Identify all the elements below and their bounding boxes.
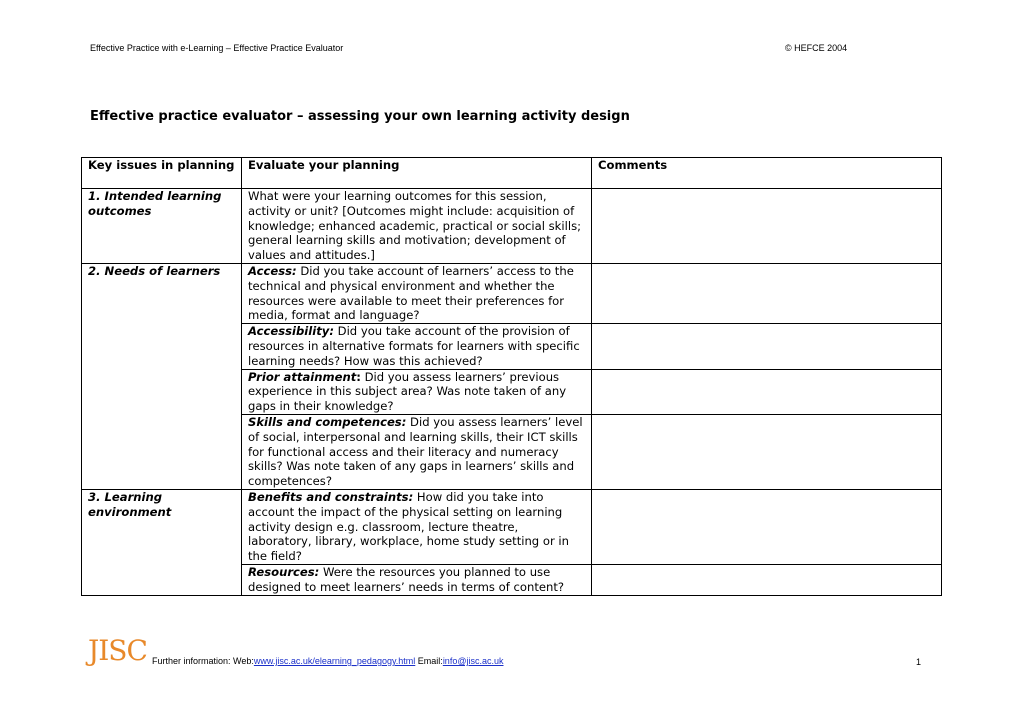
evaluate-outcomes: What were your learning outcomes for this session, activity or unit? [Outcomes might include: acquisition of knowledge; enhanced academic, practical or social skills; general learning skills and motivation; development of values and attitudes.] (242, 189, 592, 264)
page-title: Effective practice evaluator – assessing your own learning activity design (90, 109, 630, 124)
comments-cell-skills[interactable] (592, 414, 942, 489)
header-key-issues: Key issues in planning (82, 158, 242, 189)
header-evaluate: Evaluate your planning (242, 158, 592, 189)
table-row (82, 263, 942, 323)
accessibility-label: Accessibility: (248, 324, 334, 339)
page-number: 1 (916, 657, 922, 667)
footer-info (152, 656, 503, 666)
footer-info-prefix: Further information: Web: (152, 656, 254, 666)
evaluate-benefits (242, 489, 592, 564)
issue-label-outcomes: 1. Intended learning outcomes (82, 189, 242, 264)
evaluation-table (81, 157, 942, 596)
table-row (82, 189, 942, 264)
access-label: Access: (248, 263, 297, 278)
access-text: Did you take account of learners’ access to the technical and physical environment and whether the resources were available to meet their preferences for media, format and language? (248, 263, 574, 323)
evaluate-skills (242, 414, 592, 489)
issue-label-needs: 2. Needs of learners (82, 263, 242, 489)
comments-cell-benefits[interactable] (592, 489, 942, 564)
accessibility-text: Did you take account of the provision of resources in alternative formats for learners with specific learning needs? How was this achieved? (248, 324, 580, 368)
issue-label-environment: 3. Learning environment (82, 489, 242, 595)
skills-label: Skills and competences: (248, 414, 407, 429)
table-header-row (82, 158, 942, 189)
prior-label: Prior attainment (248, 369, 357, 384)
email-link[interactable]: info@jisc.ac.uk (442, 656, 504, 666)
table-row (82, 489, 942, 564)
comments-cell-prior[interactable] (592, 369, 942, 414)
running-header-right: © HEFCE 2004 (785, 43, 848, 53)
skills-text: Did you assess learners’ level of social, interpersonal and learning skills, their ICT skills for functional access and their literacy and numeracy skills? Was note taken of any gaps in learners’ skills and competences? (248, 414, 583, 489)
evaluate-accessibility (242, 324, 592, 369)
resources-label: Resources: (248, 564, 320, 579)
comments-cell-resources[interactable] (592, 564, 942, 595)
header-comments: Comments (592, 158, 942, 189)
benefits-label: Benefits and constraints: (248, 489, 414, 504)
resources-text: Were the resources you planned to use designed to meet learners’ needs in terms of content? (248, 564, 565, 594)
web-link[interactable]: www.jisc.ac.uk/elearning_pedagogy.html (253, 656, 416, 666)
comments-cell-accessibility[interactable] (592, 324, 942, 369)
evaluate-prior-attainment (242, 369, 592, 414)
jisc-logo: JISC (88, 634, 147, 667)
comments-cell-access[interactable] (592, 263, 942, 323)
benefits-text: How did you take into account the impact of the physical setting on learning activity design e.g. classroom, lecture theatre, laboratory, library, workplace, home study setting or in the field? (248, 489, 569, 564)
evaluate-access (242, 263, 592, 323)
comments-cell-outcomes[interactable] (592, 189, 942, 264)
running-header-left: Effective Practice with e-Learning – Effective Practice Evaluator (90, 43, 344, 53)
evaluate-resources (242, 564, 592, 595)
prior-colon: : (356, 369, 361, 384)
prior-text: Did you assess learners’ previous experience in this subject area? Was note taken of any gaps in their knowledge? (248, 369, 567, 414)
footer-email-prefix: Email: (415, 656, 443, 666)
